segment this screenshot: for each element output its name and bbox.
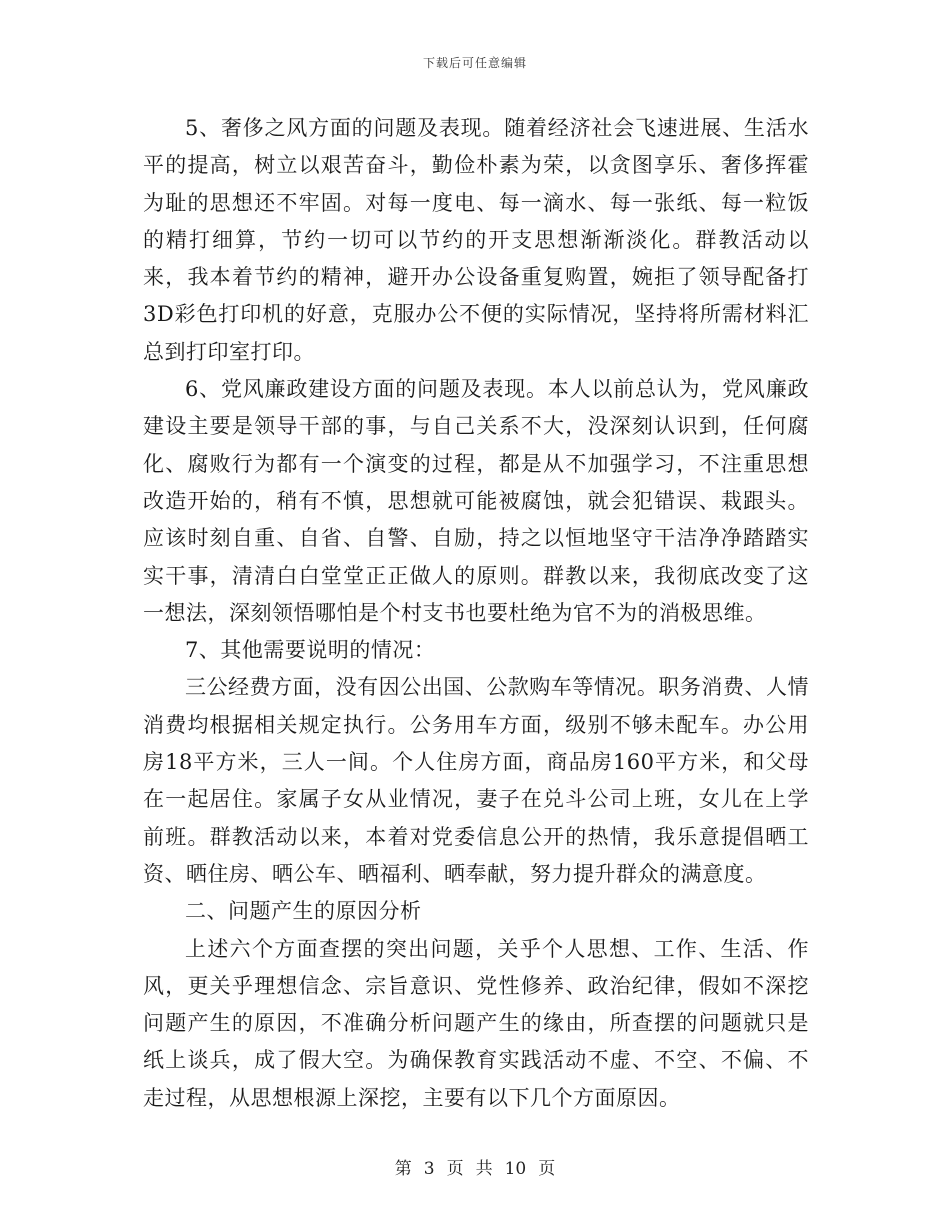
- section-heading-cause-analysis: 二、问题产生的原因分析: [185, 899, 422, 924]
- paragraph-luxury: 5、奢侈之风方面的问题及表现。随着经济社会飞速进展、生活水平的提高，树立以艰苦奋斗，勤俭朴素为荣，以贪图享乐、奢侈挥霍为耻的思想还不牢固。对每一度电、每一滴水、每一张纸、每一粒饭的精打细算，节约一切可以节约的开支思想渐渐淡化。群教活动以来，我本着节约的精神，避开办公设备重复购置，婉拒了领导配备打3D彩色打印机的好意，克服办公不便的实际情况，坚持将所需材料汇总到打印室打印。: [143, 116, 809, 364]
- footer-page-word: 页: [446, 1159, 464, 1179]
- page-header-note: 下载后可任意编辑: [422, 56, 527, 70]
- footer-total-word: 共: [475, 1159, 493, 1179]
- footer-total-pages: 10: [504, 1159, 527, 1179]
- page-footer: [0, 1154, 950, 1179]
- paragraph-cause-analysis: 上述六个方面查摆的突出问题，关乎个人思想、工作、生活、作风，更关乎理想信念、宗旨意识、党性修养、政治纪律，假如不深挖问题产生的原因，不准确分析问题产生的缘由，所查摆的问题就只是纸上谈兵，成了假大空。为确保教育实践活动不虚、不空、不偏、不走过程，从思想根源上深挖，主要有以下几个方面原因。: [143, 936, 809, 1110]
- paragraph-three-public-expenses: 三公经费方面，没有因公出国、公款购车等情况。职务消费、人情消费均根据相关规定执行。公务用车方面，级别不够未配车。办公用房18平方米，三人一间。个人住房方面，商品房160平方米，和父母在一起居住。家属子女从业情况，妻子在兑斗公司上班，女儿在上学前班。群教活动以来，本着对党委信息公开的热情，我乐意提倡晒工资、晒住房、晒公车、晒福利、晒奉献，努力提升群众的满意度。: [143, 675, 809, 886]
- paragraph-integrity: 6、党风廉政建设方面的问题及表现。本人以前总认为，党风廉政建设主要是领导干部的事，与自己关系不大，没深刻认识到，任何腐化、腐败行为都有一个演变的过程，都是从不加强学习，不注重思想改造开始的，稍有不慎，思想就可能被腐蚀，就会犯错误、栽跟头。应该时刻自重、自省、自警、自励，持之以恒地坚守干洁净净踏踏实实干事，清清白白堂堂正正做人的原则。群教以来，我彻底改变了这一想法，深刻领悟哪怕是个村支书也要杜绝为官不为的消极思维。: [143, 377, 809, 625]
- footer-suffix: 页: [538, 1159, 556, 1179]
- paragraph-other-heading: 7、其他需要说明的情况：: [185, 638, 436, 663]
- footer-prefix: 第: [394, 1159, 412, 1179]
- document-body: [143, 110, 809, 1117]
- footer-page-number: 3: [423, 1159, 435, 1179]
